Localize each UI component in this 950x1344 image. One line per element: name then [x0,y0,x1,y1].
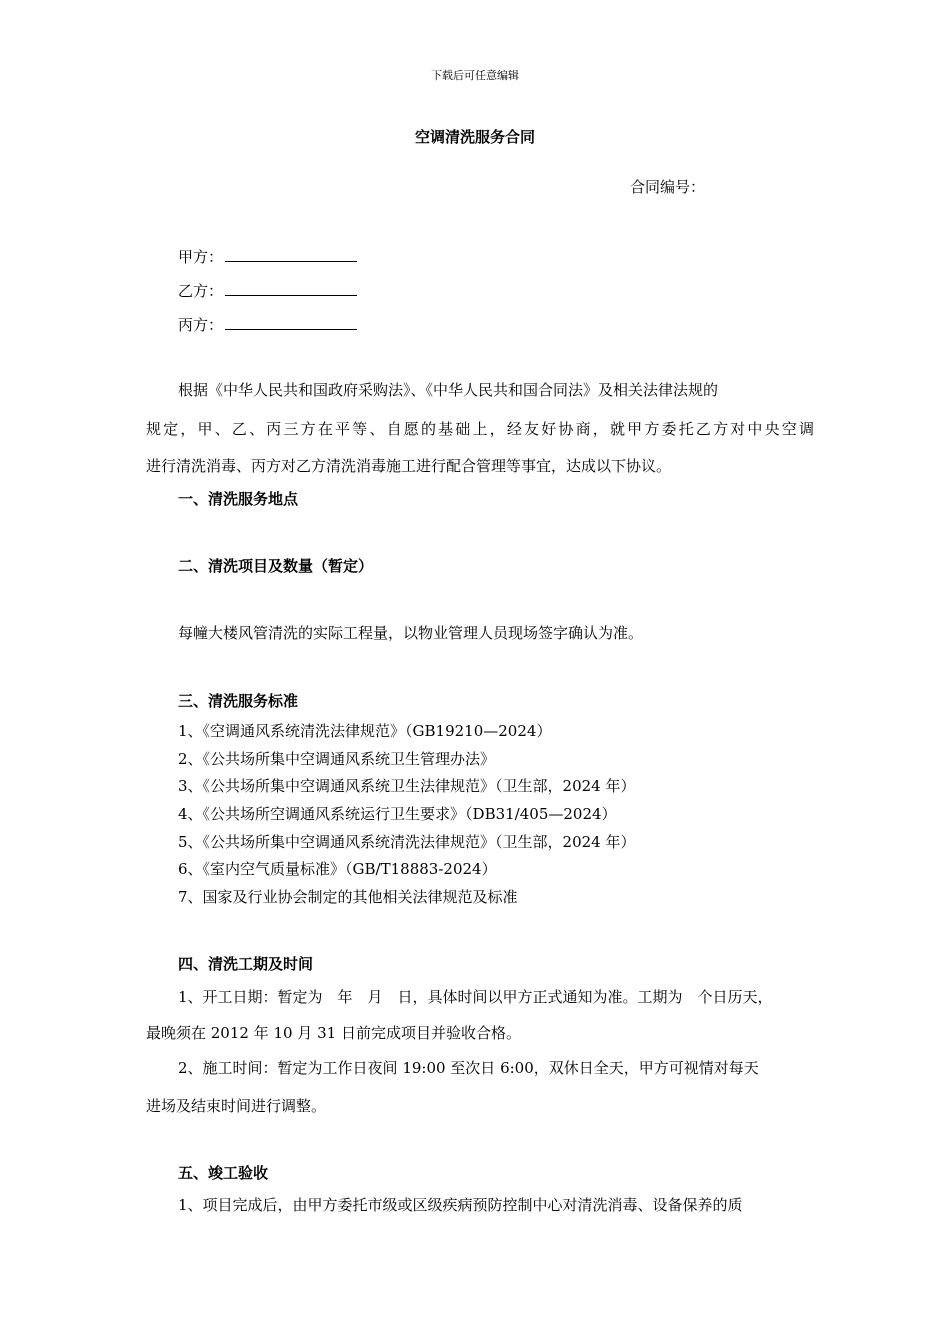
section-4-p1-line-2: 最晚须在 2012 年 10 月 31 日前完成项目并验收合格。 [146,1024,521,1042]
section-5-heading: 五、竣工验收 [178,1164,269,1182]
party-b-label: 乙方： [178,282,224,300]
party-b-blank [225,279,357,296]
standard-item: 1、《空调通风系统清洗法律规范》（GB19210—2024） [178,722,552,740]
contract-number-label: 合同编号： [630,178,706,196]
page-title: 空调清洗服务合同 [414,128,535,146]
section-4-heading: 四、清洗工期及时间 [178,955,314,973]
intro-line-1: 根据《中华人民共和国政府采购法》、《中华人民共和国合同法》及相关法律法规的 [178,381,719,399]
party-a-blank [225,245,357,262]
party-a [178,245,357,267]
intro-line-2 [146,419,816,439]
section-5-p1-line-1: 1、项目完成后，由甲方委托市级或区级疾病预防控制中心对清洗消毒、设备保养的质 [178,1196,743,1214]
standard-item: 3、《公共场所集中空调通风系统卫生法律规范》（卫生部，2024 年） [178,777,636,795]
section-4-p2-line-1: 2、施工时间：暂定为工作日夜间 19:00 至次日 6:00，双休日全天，甲方可视情对每天 [178,1059,759,1077]
party-c [178,313,357,335]
header-note: 下载后可任意编辑 [431,69,519,82]
section-2-text: 每幢大楼风管清洗的实际工程量，以物业管理人员现场签字确认为准。 [178,624,644,642]
section-3-heading: 三、清洗服务标准 [178,692,299,710]
intro-line-2-text: 规定，甲、乙、丙三方在平等、自愿的基础上，经友好协商，就甲方委托乙方对中央空调 [146,420,814,438]
section-4-p2-line-2: 进场及结束时间进行调整。 [146,1097,327,1115]
section-2-heading: 二、清洗项目及数量（暂定） [178,557,374,575]
intro-line-3: 进行清洗消毒、丙方对乙方清洗消毒施工进行配合管理等事宜，达成以下协议。 [146,457,672,475]
party-a-label: 甲方： [178,248,224,266]
standard-item: 5、《公共场所集中空调通风系统清洗法律规范》（卫生部，2024 年） [178,833,636,851]
section-1-heading: 一、清洗服务地点 [178,490,299,508]
party-c-label: 丙方： [178,316,224,334]
standard-item: 2、《公共场所集中空调通风系统卫生管理办法》 [178,750,496,768]
party-b [178,279,357,301]
standard-item: 7、国家及行业协会制定的其他相关法律规范及标准 [178,888,518,906]
standard-item: 6、《室内空气质量标准》（GB/T18883-2024） [178,860,497,878]
party-c-blank [225,313,357,330]
section-4-p1-line-1: 1、开工日期：暂定为 年 月 日，具体时间以甲方正式通知为准。工期为 个日历天， [178,988,773,1006]
standard-item: 4、《公共场所空调通风系统运行卫生要求》（DB31/405—2024） [178,805,617,823]
